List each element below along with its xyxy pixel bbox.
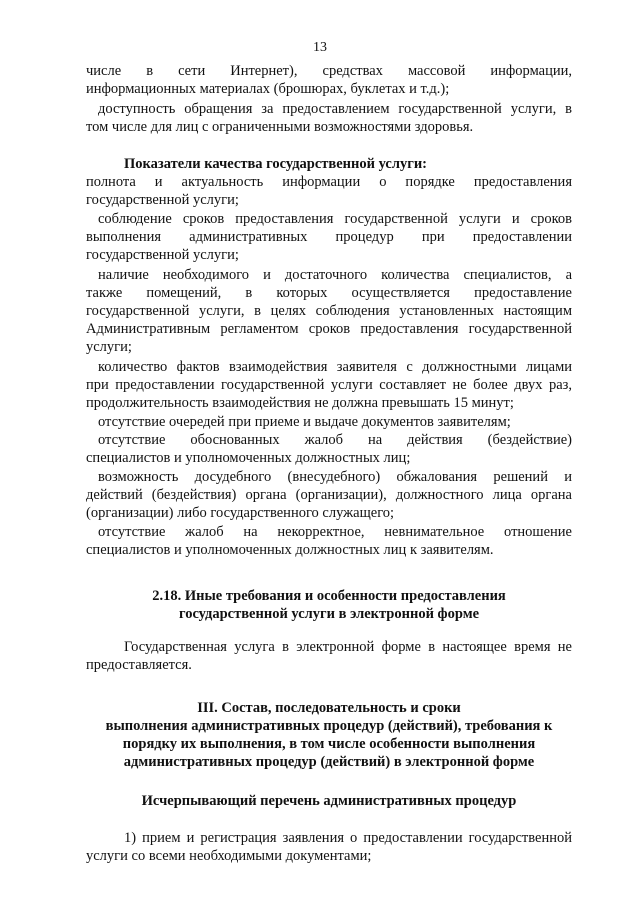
heading-line: административных процедур (действий) в электронной форме <box>123 754 535 770</box>
text-line: соблюдение сроков предоставления государственной услуги и сроков <box>98 211 572 227</box>
text-line: действий (бездействия) органа (организации), должностного лица органа <box>86 487 572 503</box>
text-line: услуги; <box>86 339 132 355</box>
text-line: услуги со всеми необходимыми документами; <box>86 848 372 864</box>
heading-line: государственной услуги в электронной форме <box>178 606 480 622</box>
heading-line: III. Состав, последовательность и сроки <box>197 700 461 716</box>
text-line: специалистов и уполномоченных должностных лиц; <box>86 450 411 466</box>
heading-line: выполнения административных процедур (действий), требования к <box>105 718 553 734</box>
text-line: отсутствие очередей при приеме и выдаче документов заявителям; <box>98 414 511 430</box>
text-line: Государственная услуга в электронной форме в настоящее время не <box>124 639 572 655</box>
text-line: также помещений, в которых осуществляется предоставление <box>86 285 572 301</box>
text-line: выполнения административных процедур при предоставлении <box>86 229 572 245</box>
text-line: продолжительность взаимодействия не должна превышать 15 минут; <box>86 395 514 411</box>
text-line: (организации) либо государственного служащего; <box>86 505 395 521</box>
text-line: государственной услуги; <box>86 192 239 208</box>
text-line: доступность обращения за предоставлением государственной услуги, в <box>98 101 572 117</box>
text-line: специалистов и уполномоченных должностных лиц к заявителям. <box>86 542 494 558</box>
text-line: государственной услуги, в целях соблюдения установленных настоящим <box>86 303 572 319</box>
text-line: государственной услуги; <box>86 247 239 263</box>
heading-line: Исчерпывающий перечень административных процедур <box>141 793 517 809</box>
heading-line: порядку их выполнения, в том числе особенности выполнения <box>122 736 536 752</box>
text-line: возможность досудебного (внесудебного) обжалования решений и <box>98 469 572 485</box>
text-line: отсутствие обоснованных жалоб на действия (бездействие) <box>98 432 572 448</box>
text-line: Административным регламентом сроков предоставления государственной <box>86 321 572 337</box>
text-line: полнота и актуальность информации о порядке предоставления <box>86 174 572 190</box>
text-line: отсутствие жалоб на некорректное, невнимательное отношение <box>98 524 572 540</box>
text-line: при предоставлении государственной услуги составляет не более двух раз, <box>86 377 572 393</box>
heading-line: Показатели качества государственной услуги: <box>124 156 428 172</box>
text-line: информационных материалах (брошюрах, буклетах и т.д.); <box>86 81 450 97</box>
text-line: том числе для лиц с ограниченными возможностями здоровья. <box>86 119 474 135</box>
heading-line: 2.18. Иные требования и особенности предоставления <box>152 588 506 604</box>
text-line: количество фактов взаимодействия заявителя с должностными лицами <box>98 359 572 375</box>
text-line: наличие необходимого и достаточного количества специалистов, а <box>98 267 572 283</box>
text-line: числе в сети Интернет), средствах массовой информации, <box>86 63 572 79</box>
text-line: предоставляется. <box>86 657 192 673</box>
text-line: 1) прием и регистрация заявления о предоставлении государственной <box>124 830 572 846</box>
page-number: 13 <box>313 40 327 55</box>
